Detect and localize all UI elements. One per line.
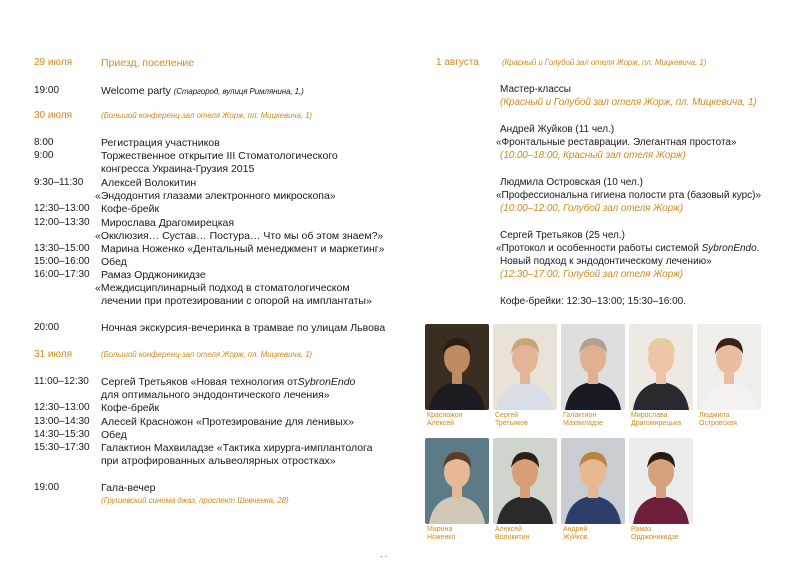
time: 13:30–15:00 (34, 243, 90, 254)
speaker-caption (563, 526, 588, 542)
event-text: Алесей Красножон «Протезирование для ленивых» (101, 416, 354, 428)
event-text: конгресса Украина-Грузия 2015 (101, 163, 255, 175)
portrait-image (561, 438, 625, 524)
brand-name: SybronEndo (701, 243, 757, 254)
speaker-caption (563, 412, 603, 428)
speaker-photo (425, 438, 489, 524)
speaker-caption (495, 412, 528, 428)
class-topic: «Фронтальные реставрации. Элегантная простота» (496, 137, 737, 148)
event-text: Обед (101, 256, 127, 268)
coffee-breaks: Кофе-брейки: 12:30–13:00; 15:30–16:00. (500, 296, 687, 307)
event-text: Кофе-брейк (101, 203, 160, 215)
time: 8:00 (34, 137, 54, 148)
day-title: Приезд, поселение (101, 57, 195, 69)
class-speaker: Сергей Третьяков (25 чел.) (500, 230, 625, 241)
speaker-photo (493, 324, 557, 410)
day-date: 29 июля (34, 57, 73, 68)
speaker-photo (561, 438, 625, 524)
time: 12:00–13:30 (34, 217, 90, 228)
event-venue: (Грушевский синема джаз, проспект Шевченка, 28) (101, 496, 289, 505)
speaker-name-line2: Ноженко (427, 534, 456, 541)
day-date: 31 июля (34, 349, 73, 360)
event-text: Кофе-брейк (101, 402, 160, 414)
speaker-name-line1: Сергей (495, 412, 519, 419)
speaker-name-line1: Рамаз (631, 526, 652, 533)
day-venue: (Большой конференц-зал отеля Жорж, пл. Мицкевича, 1) (101, 350, 312, 359)
class-where: (10:00–18:00, Красный зал отеля Жорж) (500, 150, 686, 161)
speaker-name-line2: Махвиладзе (563, 420, 604, 427)
time: 9:30–11:30 (34, 177, 84, 188)
time: 20:00 (34, 322, 60, 333)
speaker-caption (699, 412, 737, 428)
event-text: Торжественное открытие III Стоматологического (101, 150, 338, 162)
speaker-name-line2: Островская (699, 420, 737, 427)
event-text: для оптимального эндодонтического лечения» (101, 389, 330, 401)
speaker-caption (495, 526, 529, 542)
portrait-image (629, 324, 693, 410)
event-text: «Междисциплинарный подход в стоматологическом (95, 282, 350, 294)
speaker-photo (629, 438, 693, 524)
class-topic (496, 243, 759, 255)
event-text: Алексей Волокитин (101, 177, 197, 189)
time: 16:00–17:30 (34, 269, 90, 280)
speaker-caption (631, 412, 681, 428)
speaker-name-line2: Волокитин (495, 534, 530, 541)
class-where: (12:30–17:00, Голубой зал отеля Жорж) (500, 269, 683, 280)
event-text: «Окклюзия… Сустав… Постура… Что мы об этом знаем?» (95, 230, 384, 242)
day-date: 1 августа (436, 57, 479, 68)
class-topic-line2: Новый подход к эндодонтическому лечению» (500, 256, 712, 267)
brand-name: SybronEndo (297, 376, 356, 388)
class-topic-part: «Протокол и особенности работы системой (496, 243, 702, 254)
day-venue: (Красный и Голубой зал отеля Жорж, пл. Мицкевича, 1) (502, 58, 707, 67)
speaker-caption (631, 526, 679, 542)
speaker-name-line2: Жуйков (563, 534, 588, 541)
event-label: Гала-вечер (101, 482, 156, 494)
event-text: лечении при протезировании с опорой на имплантаты» (101, 295, 372, 307)
portrait-image (493, 438, 557, 524)
portrait-image (493, 324, 557, 410)
speaker-photo (425, 324, 489, 410)
time: 12:30–13:00 (34, 402, 90, 413)
event-text: Галактион Махвиладзе «Тактика хирурга-имплантолога (101, 442, 373, 454)
time: 15:00–16:00 (34, 256, 90, 267)
event-label: Ночная экскурсия-вечеринка в трамвае по улицам Львова (101, 322, 386, 334)
speaker-photo (629, 324, 693, 410)
speaker-name-line1: Красножон (427, 412, 463, 419)
event-label: Welcome party (101, 85, 171, 97)
speaker-name-line1: Галактион (563, 412, 597, 419)
portrait-image (697, 324, 761, 410)
portrait-image (561, 324, 625, 410)
speaker-name-line2: Третьяков (495, 420, 528, 427)
time: 13:00–14:30 (34, 416, 90, 427)
event-text: «Эндодонтия глазами электронного микроскопа» (95, 190, 336, 202)
speaker-photo (493, 438, 557, 524)
event-text: Рамаз Орджоникидзе (101, 269, 206, 281)
class-where: (10:00–12:00, Голубой зал отеля Жорж) (500, 203, 683, 214)
time: 14:30–15:30 (34, 429, 90, 440)
time: 19:00 (34, 85, 60, 96)
master-classes-title: Мастер-классы (500, 84, 571, 95)
day-date: 30 июля (34, 110, 73, 121)
speaker-name-line1: Людмила (699, 412, 730, 419)
event-text: Обед (101, 429, 127, 441)
event-venue: (Старгород, вулиця Римлянина, 1,) (173, 87, 304, 96)
speaker-photo (697, 324, 761, 410)
speaker-caption (427, 412, 463, 428)
time: 15:30–17:30 (34, 442, 90, 453)
speaker-name-line2: Орджоникидзе (631, 534, 679, 541)
time: 19:00 (34, 482, 60, 493)
speaker-photo (561, 324, 625, 410)
event-text: при атрофированных альвеолярных отростках» (101, 455, 336, 467)
day-venue: (Большой конференц-зал отеля Жорж, пл. Мицкевича, 1) (101, 111, 312, 120)
page-ornament: · · (380, 552, 388, 561)
speaker-caption (427, 526, 455, 542)
event-text: Марина Ноженко «Дентальный менеджмент и маркетинг» (101, 243, 385, 255)
portrait-image (425, 438, 489, 524)
time: 9:00 (34, 150, 54, 161)
class-speaker: Людмила Островская (10 чел.) (500, 177, 643, 188)
event-text: Мирослава Драгомирецкая (101, 217, 235, 229)
speaker-name-line1: Марина (427, 526, 453, 533)
class-topic-part: . (756, 243, 760, 254)
portrait-image (425, 324, 489, 410)
portrait-image (629, 438, 693, 524)
speaker-name-line1: Андрей (563, 526, 588, 533)
event-text: Регистрация участников (101, 137, 220, 149)
speaker-name-line2: Алексей (427, 420, 455, 427)
speaker-name-line2: Драгомирецька (631, 420, 682, 427)
time: 11:00–12:30 (34, 376, 89, 387)
class-speaker: Андрей Жуйков (11 чел.) (500, 124, 615, 135)
event-text: Сергей Третьяков «Новая технология от (101, 376, 298, 388)
speaker-name-line1: Мирослава (631, 412, 668, 419)
master-classes-venue: (Красный и Голубой зал отеля Жорж, пл. Мицкевича, 1) (500, 97, 757, 108)
speaker-name-line1: Алексей (495, 526, 523, 533)
time: 12:30–13:00 (34, 203, 90, 214)
class-topic: «Профессиональна гигиена полости рта (базовый курс)» (496, 190, 762, 201)
